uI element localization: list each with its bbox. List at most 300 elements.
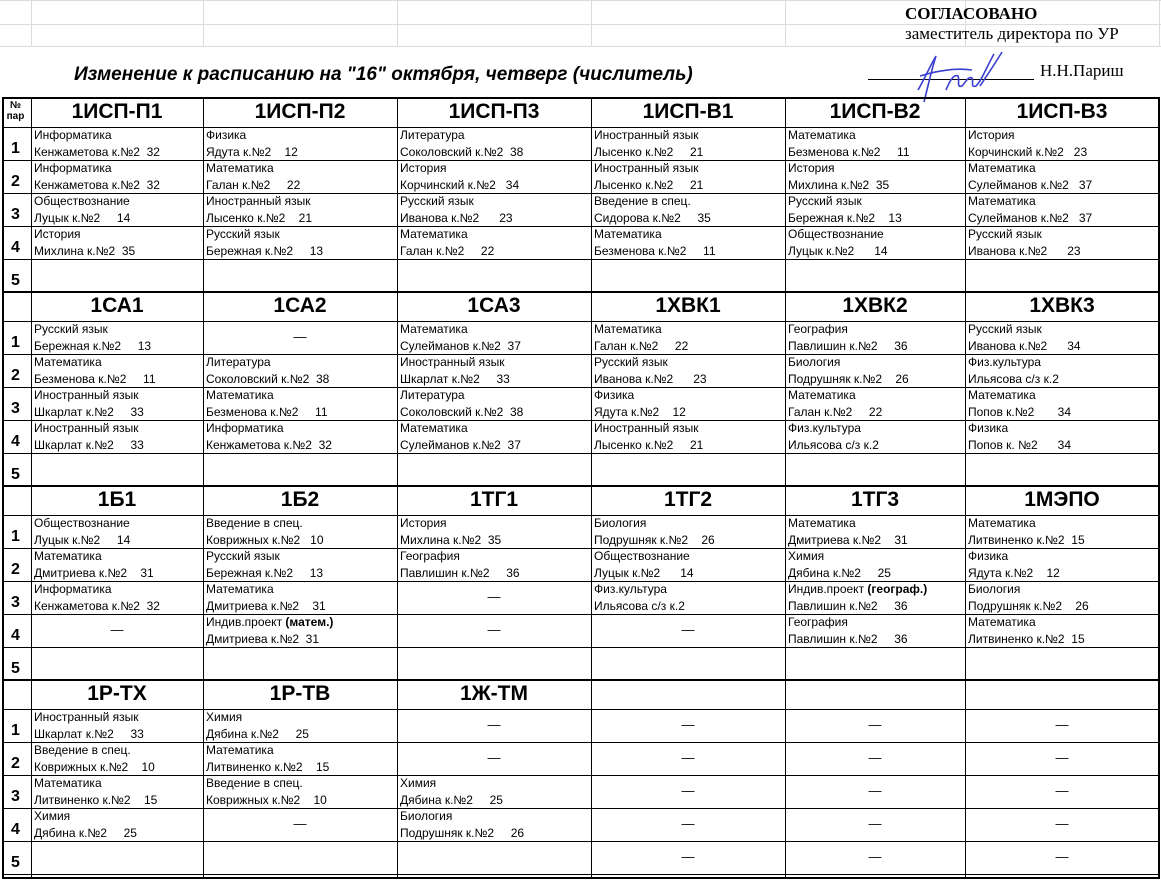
schedule-cell [965, 841, 1159, 874]
subject-name: Обществознание [788, 227, 884, 241]
schedule-cell [965, 775, 1159, 808]
schedule-cell [591, 647, 785, 680]
schedule-cell [591, 259, 785, 292]
teacher-room: Корчинский к.№2 23 [968, 145, 1088, 159]
schedule-cell [397, 387, 591, 420]
teacher-room: Дмитриева к.№2 31 [206, 632, 320, 646]
teacher-room: Шкарлат к.№2 33 [34, 438, 144, 452]
subject-name: Индив.проект (матем.) [206, 615, 334, 629]
teacher-room: Подрушняк к.№2 26 [788, 372, 909, 386]
empty-dash: — [681, 783, 695, 798]
schedule-cell [785, 775, 965, 808]
subject-name: Русский язык [968, 227, 1042, 241]
subject-name: Иностранный язык [206, 194, 311, 208]
schedule-cell [965, 614, 1159, 647]
schedule-cell [203, 160, 397, 193]
teacher-room: Галан к.№2 22 [788, 405, 883, 419]
schedule-cell [591, 160, 785, 193]
empty-dash: — [1055, 717, 1069, 732]
schedule-cell [785, 420, 965, 453]
subject-name: Химия [400, 776, 437, 790]
empty-dash: — [487, 750, 501, 765]
teacher-room: Коврижных к.№2 10 [34, 760, 155, 774]
subject-name: Физика [206, 128, 247, 142]
teacher-room: Безменова к.№2 11 [594, 244, 716, 258]
empty-dash: — [868, 750, 882, 765]
schedule-cell [785, 614, 965, 647]
pair-number: 3 [11, 206, 20, 223]
teacher-room: Ядута к.№2 12 [206, 145, 298, 159]
subject-name: Русский язык [34, 322, 108, 336]
schedule-cell [203, 321, 397, 354]
teacher-room: Сулейманов к.№2 37 [968, 211, 1093, 225]
group-header: 1ХВК3 [1029, 294, 1095, 317]
pair-number: 3 [11, 594, 20, 611]
column-divider [31, 97, 32, 877]
subject-name: География [788, 322, 848, 336]
teacher-room: Шкарлат к.№2 33 [400, 372, 510, 386]
schedule-cell [965, 420, 1159, 453]
schedule-cell [203, 259, 397, 292]
schedule-cell [965, 160, 1159, 193]
schedule-cell [785, 647, 965, 680]
subject-name: Физ.культура [594, 582, 667, 596]
subject-name: Физ.культура [788, 421, 861, 435]
schedule-cell [397, 193, 591, 226]
subject-name: Информатика [34, 582, 112, 596]
teacher-room: Галан к.№2 22 [206, 178, 301, 192]
schedule-cell [397, 808, 591, 841]
schedule-cell [965, 647, 1159, 680]
group-header: 1СА2 [273, 294, 327, 317]
teacher-room: Луцык к.№2 14 [788, 244, 888, 258]
teacher-room: Литвиненко к.№2 15 [968, 632, 1085, 646]
subject-name: Русский язык [206, 549, 280, 563]
schedule-cell [203, 742, 397, 775]
teacher-room: Кенжаметова к.№2 32 [34, 599, 160, 613]
schedule-cell [591, 387, 785, 420]
teacher-room: Безменова к.№2 11 [206, 405, 328, 419]
schedule-cell [31, 193, 203, 226]
subject-name: История [400, 516, 447, 530]
subject-name: История [400, 161, 447, 175]
teacher-room: Ильясова с/з к.2 [788, 438, 879, 452]
group-header: 1ТГ3 [850, 488, 900, 511]
subject-name: Информатика [34, 128, 112, 142]
schedule-cell [965, 387, 1159, 420]
schedule-cell [591, 808, 785, 841]
group-header: 1СА3 [467, 294, 521, 317]
pair-number: 4 [11, 627, 20, 644]
subject-name: Русский язык [206, 227, 280, 241]
subject-name: Физика [968, 421, 1009, 435]
schedule-cell [785, 160, 965, 193]
schedule-cell [203, 841, 397, 874]
subject-name: Биология [968, 582, 1021, 596]
group-header: 1Р-ТХ [87, 682, 147, 705]
empty-dash: — [868, 783, 882, 798]
approval-title: СОГЛАСОВАНО [905, 4, 1038, 23]
empty-dash: — [1055, 750, 1069, 765]
empty-dash: — [868, 849, 882, 864]
subject-name: Обществознание [594, 549, 690, 563]
schedule-cell [203, 775, 397, 808]
teacher-room: Дябина к.№2 25 [34, 826, 137, 840]
schedule-cell [965, 259, 1159, 292]
pair-number: 2 [11, 755, 20, 772]
subject-name: Иностранный язык [34, 388, 139, 402]
subject-note: (матем.) [285, 615, 334, 629]
teacher-room: Ильясова с/з к.2 [594, 599, 685, 613]
schedule-cell [397, 581, 591, 614]
teacher-room: Лысенко к.№2 21 [594, 145, 704, 159]
schedule-cell [965, 127, 1159, 160]
schedule-cell [397, 127, 591, 160]
teacher-room: Галан к.№2 22 [400, 244, 495, 258]
subject-name: Обществознание [34, 194, 130, 208]
group-header: 1Б2 [280, 488, 320, 511]
teacher-room: Бережная к.№2 13 [788, 211, 902, 225]
schedule-cell [31, 647, 203, 680]
pair-number: 3 [11, 788, 20, 805]
row-divider [2, 874, 1159, 875]
subject-name: Математика [206, 743, 274, 757]
subject-name: Литература [400, 388, 465, 402]
schedule-cell [785, 808, 965, 841]
page-title: Изменение к расписанию на "16" октября, четверг (числитель) [74, 64, 693, 85]
teacher-room: Лысенко к.№2 21 [594, 178, 704, 192]
schedule-cell [591, 420, 785, 453]
empty-dash: — [487, 622, 501, 637]
group-header [785, 679, 965, 705]
empty-dash: — [293, 816, 307, 831]
schedule-cell [785, 453, 965, 486]
schedule-cell [31, 614, 203, 647]
teacher-room: Луцык к.№2 14 [34, 211, 131, 225]
schedule-cell [31, 387, 203, 420]
subject-name: Математика [594, 322, 662, 336]
teacher-room: Корчинский к.№2 34 [400, 178, 520, 192]
schedule-cell [591, 775, 785, 808]
column-divider [785, 97, 786, 877]
schedule-cell [31, 548, 203, 581]
teacher-room: Соколовский к.№2 38 [400, 145, 524, 159]
teacher-room: Дябина к.№2 25 [788, 566, 891, 580]
schedule-cell [965, 808, 1159, 841]
schedule-cell [965, 515, 1159, 548]
pair-number: 1 [11, 722, 20, 739]
schedule-cell [591, 742, 785, 775]
schedule-cell [591, 453, 785, 486]
teacher-room: Дябина к.№2 25 [206, 727, 309, 741]
teacher-room: Подрушняк к.№2 26 [400, 826, 525, 840]
schedule-cell [31, 160, 203, 193]
schedule-cell [203, 709, 397, 742]
subject-name: Математика [594, 227, 662, 241]
subject-name: Математика [400, 227, 468, 241]
teacher-room: Кенжаметова к.№2 32 [34, 178, 160, 192]
schedule-cell [203, 354, 397, 387]
teacher-room: Дябина к.№2 25 [400, 793, 503, 807]
teacher-room: Михлина к.№2 35 [34, 244, 136, 258]
teacher-room: Лысенко к.№2 21 [206, 211, 313, 225]
subject-name: Математика [400, 322, 468, 336]
schedule-cell [591, 515, 785, 548]
schedule-cell [591, 709, 785, 742]
schedule-cell [31, 354, 203, 387]
subject-name: Биология [788, 355, 841, 369]
schedule-cell [203, 127, 397, 160]
pair-number: 2 [11, 367, 20, 384]
schedule-cell [397, 775, 591, 808]
schedule-cell [965, 226, 1159, 259]
schedule-cell [203, 808, 397, 841]
schedule-cell [203, 581, 397, 614]
schedule-cell [31, 259, 203, 292]
schedule-cell [965, 354, 1159, 387]
header-divider [2, 709, 1159, 710]
schedule-cell [203, 226, 397, 259]
column-divider [203, 97, 204, 877]
subject-name: История [34, 227, 81, 241]
group-header: 1ИСП-В1 [642, 100, 734, 123]
schedule-cell [785, 354, 965, 387]
teacher-room: Иванова к.№2 23 [594, 372, 707, 386]
subject-name: Физ.культура [968, 355, 1041, 369]
schedule-cell [203, 647, 397, 680]
empty-dash: — [1055, 849, 1069, 864]
group-header: 1Б1 [97, 488, 137, 511]
teacher-room: Дмитриева к.№2 31 [34, 566, 154, 580]
schedule-cell [965, 453, 1159, 486]
subject-name: Математика [206, 388, 274, 402]
schedule-cell [785, 321, 965, 354]
block-divider [2, 679, 1159, 681]
schedule-cell [31, 841, 203, 874]
teacher-room: Литвиненко к.№2 15 [968, 533, 1085, 547]
teacher-room: Попов к.№2 34 [968, 405, 1071, 419]
schedule-cell [397, 354, 591, 387]
schedule-cell [31, 581, 203, 614]
header-divider [2, 127, 1159, 128]
teacher-room: Кенжаметова к.№2 32 [34, 145, 160, 159]
schedule-cell [785, 841, 965, 874]
teacher-room: Луцык к.№2 14 [34, 533, 131, 547]
table-left-border [2, 97, 4, 879]
subject-name: Русский язык [400, 194, 474, 208]
schedule-cell [591, 321, 785, 354]
subject-name: История [788, 161, 835, 175]
subject-name: Математика [34, 355, 102, 369]
schedule-cell [203, 515, 397, 548]
schedule-cell [785, 226, 965, 259]
schedule-cell [31, 515, 203, 548]
schedule-cell [591, 614, 785, 647]
schedule-cell [397, 841, 591, 874]
schedule-cell [31, 127, 203, 160]
subject-name: География [400, 549, 460, 563]
teacher-room: Галан к.№2 22 [594, 339, 689, 353]
subject-name: Обществознание [34, 516, 130, 530]
subject-note: (географ.) [867, 582, 928, 596]
subject-name: География [788, 615, 848, 629]
schedule-cell [203, 420, 397, 453]
schedule-cell [31, 808, 203, 841]
column-divider [591, 97, 592, 877]
schedule-cell [965, 581, 1159, 614]
subject-name: Математика [968, 194, 1036, 208]
subject-name: Иностранный язык [34, 421, 139, 435]
teacher-room: Литвиненко к.№2 15 [34, 793, 158, 807]
teacher-room: Михлина к.№2 35 [400, 533, 502, 547]
schedule-cell [203, 614, 397, 647]
schedule-cell [591, 841, 785, 874]
group-header: 1ТГ2 [663, 488, 713, 511]
schedule-cell [31, 709, 203, 742]
teacher-room: Иванова к.№2 23 [968, 244, 1081, 258]
group-header: 1ИСП-П3 [448, 100, 540, 123]
pair-number: 2 [11, 173, 20, 190]
subject-name: Математика [968, 615, 1036, 629]
group-header: 1ИСП-В3 [1016, 100, 1108, 123]
subject-name: История [968, 128, 1015, 142]
subject-name: Химия [34, 809, 71, 823]
empty-dash: — [868, 816, 882, 831]
schedule-cell [591, 127, 785, 160]
schedule-cell [31, 226, 203, 259]
teacher-room: Коврижных к.№2 10 [206, 793, 327, 807]
schedule-cell [591, 226, 785, 259]
schedule-cell [203, 387, 397, 420]
schedule-cell [591, 548, 785, 581]
subject-name: Математика [788, 128, 856, 142]
pair-number: 5 [11, 272, 20, 289]
schedule-cell [397, 709, 591, 742]
group-header: 1СА1 [90, 294, 144, 317]
teacher-room: Сулейманов к.№2 37 [968, 178, 1093, 192]
schedule-cell [397, 226, 591, 259]
subject-name: Математика [968, 161, 1036, 175]
schedule-cell [965, 321, 1159, 354]
table-bottom-border [2, 877, 1160, 879]
pair-number: 4 [11, 239, 20, 256]
group-header: 1ИСП-В2 [829, 100, 921, 123]
empty-dash: — [487, 589, 501, 604]
teacher-room: Павлишин к.№2 36 [400, 566, 520, 580]
subject-name: Химия [788, 549, 825, 563]
teacher-room: Павлишин к.№2 36 [788, 632, 908, 646]
header-divider [2, 515, 1159, 516]
empty-dash: — [681, 717, 695, 732]
subject-name: Биология [594, 516, 647, 530]
table-top-border [2, 97, 1159, 99]
block-divider [2, 291, 1159, 293]
subject-name: Введение в спец. [206, 516, 303, 530]
subject-name: Математика [968, 516, 1036, 530]
schedule-cell [203, 548, 397, 581]
teacher-room: Сулейманов к.№2 37 [400, 339, 521, 353]
teacher-room: Сидорова к.№2 35 [594, 211, 711, 225]
teacher-room: Михлина к.№2 35 [788, 178, 890, 192]
subject-name: Физика [594, 388, 635, 402]
subject-name: Введение в спец. [34, 743, 131, 757]
subject-name: Введение в спец. [206, 776, 303, 790]
group-header: 1ТГ1 [469, 488, 519, 511]
subject-name: Русский язык [968, 322, 1042, 336]
empty-dash: — [1055, 783, 1069, 798]
subject-name: Литература [400, 128, 465, 142]
subject-name: Иностранный язык [594, 161, 699, 175]
subject-name: Математика [788, 388, 856, 402]
pair-number: 1 [11, 528, 20, 545]
teacher-room: Безменова к.№2 11 [788, 145, 910, 159]
subject-name: Иностранный язык [34, 710, 139, 724]
empty-dash: — [681, 816, 695, 831]
schedule-cell [965, 742, 1159, 775]
group-header [591, 679, 785, 705]
group-header: 1Ж-ТМ [460, 682, 528, 705]
subject-name: Математика [400, 421, 468, 435]
schedule-cell [965, 548, 1159, 581]
schedule-cell [785, 709, 965, 742]
group-header: 1ХВК2 [842, 294, 908, 317]
empty-dash: — [868, 717, 882, 732]
schedule-cell [397, 614, 591, 647]
subject-name: Математика [788, 516, 856, 530]
approval-name: Н.Н.Париш [1040, 61, 1124, 80]
teacher-room: Шкарлат к.№2 33 [34, 727, 144, 741]
schedule-cell [785, 387, 965, 420]
subject-name: Иностранный язык [594, 421, 699, 435]
pair-number: 2 [11, 561, 20, 578]
schedule-cell [591, 354, 785, 387]
schedule-cell [965, 709, 1159, 742]
teacher-room: Дмитриева к.№2 31 [206, 599, 326, 613]
approval-role: заместитель директора по УР [905, 24, 1119, 43]
teacher-room: Ядута к.№2 12 [594, 405, 686, 419]
pair-number: 4 [11, 821, 20, 838]
teacher-room: Иванова к.№2 34 [968, 339, 1081, 353]
subject-name: Введение в спец. [594, 194, 691, 208]
group-header: 1Р-ТВ [269, 682, 331, 705]
schedule-cell [31, 742, 203, 775]
teacher-room: Дмитриева к.№2 31 [788, 533, 908, 547]
pair-number: 1 [11, 334, 20, 351]
group-header: 1ХВК1 [655, 294, 721, 317]
empty-dash: — [1055, 816, 1069, 831]
subject-name: Иностранный язык [400, 355, 505, 369]
subject-name: Математика [206, 161, 274, 175]
teacher-room: Соколовский к.№2 38 [206, 372, 330, 386]
group-header: 1МЭПО [1024, 488, 1100, 511]
table-right-border [1158, 97, 1160, 879]
header-divider [2, 321, 1159, 322]
teacher-room: Павлишин к.№2 36 [788, 599, 908, 613]
pair-number: 5 [11, 660, 20, 677]
schedule-cell [785, 193, 965, 226]
subject-name: Математика [206, 582, 274, 596]
subject-name: Химия [206, 710, 243, 724]
schedule-cell [397, 515, 591, 548]
teacher-room: Сулейманов к.№2 37 [400, 438, 521, 452]
schedule-cell [397, 548, 591, 581]
schedule-cell [965, 193, 1159, 226]
pair-number: 3 [11, 400, 20, 417]
pair-number-label: № пар [6, 100, 25, 122]
schedule-cell [31, 321, 203, 354]
empty-dash: — [681, 622, 695, 637]
pair-number: 5 [11, 466, 20, 483]
